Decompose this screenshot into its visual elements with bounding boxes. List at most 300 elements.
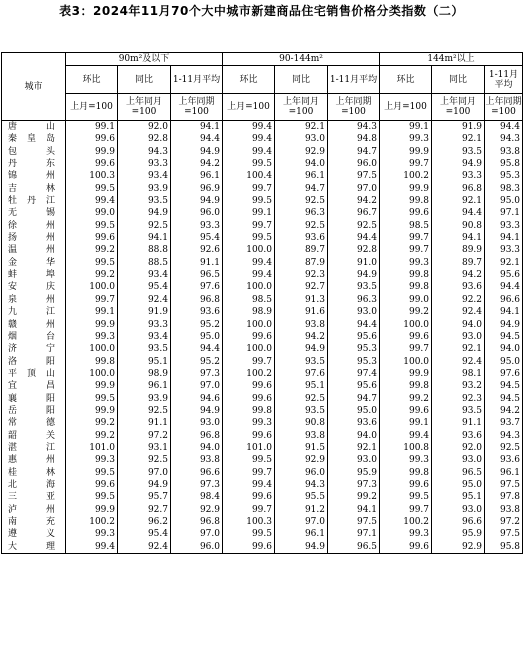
index-value: 92.5 xyxy=(328,220,380,232)
index-value: 95.3 xyxy=(328,343,380,355)
index-value: 93.4 xyxy=(118,331,171,343)
table-row xyxy=(2,491,523,503)
city-name: 金华 xyxy=(2,257,66,269)
index-value: 97.3 xyxy=(171,368,223,380)
index-value: 92.0 xyxy=(432,442,485,454)
index-value: 99.6 xyxy=(380,207,432,219)
table-row xyxy=(2,158,523,170)
header-base-yoy: 上年同月=100 xyxy=(432,94,485,121)
index-value: 93.7 xyxy=(485,417,523,429)
index-value: 92.5 xyxy=(275,195,328,207)
table-row xyxy=(2,516,523,528)
index-value: 93.3 xyxy=(485,244,523,256)
index-value: 99.8 xyxy=(380,467,432,479)
city-name: 桂林 xyxy=(2,467,66,479)
table-row xyxy=(2,454,523,466)
index-value: 99.6 xyxy=(66,232,118,244)
index-value: 95.2 xyxy=(171,319,223,331)
index-value: 95.1 xyxy=(432,491,485,503)
table-row xyxy=(2,504,523,516)
table-row xyxy=(2,380,523,392)
index-value: 94.7 xyxy=(328,146,380,158)
index-value: 100.0 xyxy=(223,244,275,256)
city-name: 烟台 xyxy=(2,331,66,343)
index-value: 96.6 xyxy=(171,467,223,479)
index-value: 97.1 xyxy=(485,207,523,219)
index-value: 100.0 xyxy=(223,343,275,355)
index-value: 96.8 xyxy=(432,183,485,195)
city-name: 包头 xyxy=(2,146,66,158)
index-value: 95.6 xyxy=(328,380,380,392)
index-value: 99.6 xyxy=(223,430,275,442)
index-value: 96.1 xyxy=(485,467,523,479)
index-value: 94.1 xyxy=(328,504,380,516)
index-value: 91.5 xyxy=(275,442,328,454)
index-value: 94.1 xyxy=(432,232,485,244)
index-value: 92.5 xyxy=(485,442,523,454)
city-name: 扬州 xyxy=(2,232,66,244)
index-value: 99.5 xyxy=(66,393,118,405)
index-value: 100.3 xyxy=(223,516,275,528)
header-base-yoy: 上年同月=100 xyxy=(275,94,328,121)
header-city: 城市 xyxy=(2,53,66,121)
index-value: 94.4 xyxy=(432,207,485,219)
index-value: 94.3 xyxy=(485,133,523,145)
index-value: 96.1 xyxy=(171,170,223,182)
index-value: 97.2 xyxy=(485,516,523,528)
index-value: 99.2 xyxy=(380,306,432,318)
city-name: 湛江 xyxy=(2,442,66,454)
index-value: 96.7 xyxy=(328,207,380,219)
index-value: 96.3 xyxy=(275,207,328,219)
header-mom: 环比 xyxy=(66,66,118,94)
index-value: 94.3 xyxy=(275,479,328,491)
index-value: 94.4 xyxy=(485,281,523,293)
header-group-large: 144m²以上 xyxy=(380,53,523,66)
index-value: 97.8 xyxy=(485,491,523,503)
index-value: 100.2 xyxy=(66,516,118,528)
index-value: 92.1 xyxy=(328,442,380,454)
index-value: 95.4 xyxy=(118,528,171,540)
table-row xyxy=(2,294,523,306)
index-value: 92.5 xyxy=(118,220,171,232)
index-value: 99.3 xyxy=(380,133,432,145)
index-value: 99.9 xyxy=(66,405,118,417)
table-row xyxy=(2,417,523,429)
index-value: 95.9 xyxy=(328,467,380,479)
table-row xyxy=(2,405,523,417)
index-value: 98.5 xyxy=(223,294,275,306)
index-value: 99.5 xyxy=(66,257,118,269)
header-base-yoy: 上年同月=100 xyxy=(118,94,171,121)
index-value: 94.2 xyxy=(485,405,523,417)
table-row xyxy=(2,232,523,244)
index-value: 92.5 xyxy=(118,454,171,466)
index-value: 99.9 xyxy=(380,183,432,195)
index-value: 94.5 xyxy=(485,393,523,405)
index-value: 94.2 xyxy=(432,269,485,281)
header-yoy: 同比 xyxy=(432,66,485,94)
index-value: 93.5 xyxy=(328,281,380,293)
index-value: 97.4 xyxy=(328,368,380,380)
index-value: 92.3 xyxy=(275,269,328,281)
index-value: 93.5 xyxy=(118,195,171,207)
index-value: 94.1 xyxy=(118,232,171,244)
index-value: 93.8 xyxy=(485,146,523,158)
index-value: 95.2 xyxy=(171,356,223,368)
index-value: 99.8 xyxy=(380,269,432,281)
index-value: 93.6 xyxy=(432,430,485,442)
index-value: 92.5 xyxy=(275,393,328,405)
table-row xyxy=(2,306,523,318)
index-value: 94.2 xyxy=(275,331,328,343)
index-value: 95.1 xyxy=(118,356,171,368)
index-value: 94.0 xyxy=(171,442,223,454)
table-row xyxy=(2,430,523,442)
index-value: 92.9 xyxy=(275,146,328,158)
index-value: 99.4 xyxy=(223,121,275,134)
index-value: 93.4 xyxy=(118,269,171,281)
city-name: 济宁 xyxy=(2,343,66,355)
index-value: 98.1 xyxy=(432,368,485,380)
table-row xyxy=(2,257,523,269)
index-value: 99.4 xyxy=(223,479,275,491)
header-avg: 1-11月平均 xyxy=(328,66,380,94)
index-value: 94.1 xyxy=(171,121,223,134)
index-value: 99.6 xyxy=(223,331,275,343)
index-value: 99.4 xyxy=(380,430,432,442)
index-value: 94.9 xyxy=(275,343,328,355)
city-name: 温州 xyxy=(2,244,66,256)
index-value: 95.8 xyxy=(485,158,523,170)
index-value: 93.1 xyxy=(118,442,171,454)
index-value: 98.4 xyxy=(171,491,223,503)
index-value: 99.6 xyxy=(223,491,275,503)
index-value: 88.8 xyxy=(118,244,171,256)
index-value: 93.6 xyxy=(171,306,223,318)
index-value: 99.4 xyxy=(66,195,118,207)
index-value: 99.8 xyxy=(223,405,275,417)
index-value: 94.3 xyxy=(485,430,523,442)
index-value: 99.5 xyxy=(66,467,118,479)
index-value: 95.1 xyxy=(275,380,328,392)
index-value: 99.7 xyxy=(380,343,432,355)
index-value: 93.8 xyxy=(171,454,223,466)
index-value: 101.0 xyxy=(223,442,275,454)
index-value: 93.0 xyxy=(328,306,380,318)
index-value: 93.0 xyxy=(171,417,223,429)
index-value: 98.5 xyxy=(380,220,432,232)
index-value: 99.9 xyxy=(66,146,118,158)
index-value: 96.2 xyxy=(118,516,171,528)
city-name: 九江 xyxy=(2,306,66,318)
table-row xyxy=(2,269,523,281)
index-value: 99.3 xyxy=(66,528,118,540)
index-value: 94.1 xyxy=(485,232,523,244)
table-row xyxy=(2,207,523,219)
city-name: 平顶山 xyxy=(2,368,66,380)
index-value: 94.3 xyxy=(328,121,380,134)
index-value: 100.4 xyxy=(223,170,275,182)
index-value: 99.2 xyxy=(66,269,118,281)
index-value: 97.0 xyxy=(171,380,223,392)
index-value: 95.0 xyxy=(432,479,485,491)
index-value: 99.5 xyxy=(66,220,118,232)
index-value: 99.0 xyxy=(66,207,118,219)
table-row xyxy=(2,220,523,232)
city-name: 赣州 xyxy=(2,319,66,331)
index-value: 99.2 xyxy=(328,491,380,503)
index-value: 99.3 xyxy=(380,454,432,466)
index-value: 99.7 xyxy=(380,158,432,170)
index-value: 99.4 xyxy=(223,146,275,158)
index-value: 93.0 xyxy=(328,454,380,466)
index-value: 95.7 xyxy=(118,491,171,503)
index-value: 93.3 xyxy=(485,220,523,232)
index-value: 94.6 xyxy=(171,393,223,405)
index-value: 99.7 xyxy=(223,220,275,232)
index-value: 99.5 xyxy=(223,232,275,244)
index-value: 94.4 xyxy=(485,121,523,134)
header-base-avg: 上年同期=100 xyxy=(485,94,523,121)
index-value: 94.4 xyxy=(171,343,223,355)
table-row xyxy=(2,146,523,158)
index-value: 92.5 xyxy=(118,405,171,417)
index-value: 99.2 xyxy=(66,430,118,442)
index-value: 100.0 xyxy=(66,281,118,293)
index-value: 92.1 xyxy=(432,133,485,145)
price-index-table xyxy=(1,52,523,554)
index-value: 99.9 xyxy=(66,504,118,516)
index-value: 97.3 xyxy=(171,479,223,491)
index-value: 96.5 xyxy=(171,269,223,281)
index-value: 96.9 xyxy=(171,183,223,195)
index-value: 99.8 xyxy=(380,195,432,207)
index-value: 96.8 xyxy=(171,294,223,306)
header-mom: 环比 xyxy=(223,66,275,94)
index-value: 99.3 xyxy=(380,257,432,269)
index-value: 92.9 xyxy=(275,454,328,466)
index-value: 92.9 xyxy=(171,504,223,516)
index-value: 97.5 xyxy=(485,479,523,491)
index-value: 99.6 xyxy=(380,479,432,491)
index-value: 99.2 xyxy=(66,417,118,429)
index-value: 96.5 xyxy=(432,467,485,479)
index-value: 100.0 xyxy=(380,356,432,368)
city-name: 秦皇岛 xyxy=(2,133,66,145)
index-value: 99.4 xyxy=(223,269,275,281)
index-value: 94.0 xyxy=(432,319,485,331)
index-value: 97.0 xyxy=(275,516,328,528)
index-value: 92.1 xyxy=(275,121,328,134)
index-value: 96.3 xyxy=(328,294,380,306)
index-value: 96.0 xyxy=(275,467,328,479)
city-name: 徐州 xyxy=(2,220,66,232)
index-value: 95.5 xyxy=(275,491,328,503)
header-mom: 环比 xyxy=(380,66,432,94)
index-value: 99.5 xyxy=(223,158,275,170)
index-value: 94.8 xyxy=(328,133,380,145)
index-value: 99.5 xyxy=(223,528,275,540)
index-value: 92.5 xyxy=(275,220,328,232)
table-row xyxy=(2,133,523,145)
index-value: 89.9 xyxy=(432,244,485,256)
index-value: 99.1 xyxy=(380,121,432,134)
index-value: 92.9 xyxy=(432,541,485,554)
table-row xyxy=(2,368,523,380)
table-row xyxy=(2,331,523,343)
index-value: 94.9 xyxy=(275,541,328,554)
index-value: 96.8 xyxy=(171,516,223,528)
index-value: 90.8 xyxy=(275,417,328,429)
index-value: 93.3 xyxy=(432,170,485,182)
index-value: 94.1 xyxy=(485,306,523,318)
table-body xyxy=(2,121,523,554)
index-value: 93.6 xyxy=(275,232,328,244)
index-value: 92.8 xyxy=(328,244,380,256)
index-value: 92.4 xyxy=(432,306,485,318)
index-value: 99.7 xyxy=(223,183,275,195)
index-value: 92.1 xyxy=(485,257,523,269)
index-value: 95.6 xyxy=(328,331,380,343)
index-value: 99.1 xyxy=(380,417,432,429)
index-value: 93.5 xyxy=(432,146,485,158)
index-value: 99.8 xyxy=(66,356,118,368)
index-value: 92.4 xyxy=(118,541,171,554)
index-value: 99.3 xyxy=(380,528,432,540)
index-value: 94.3 xyxy=(118,146,171,158)
index-value: 93.5 xyxy=(275,405,328,417)
index-value: 96.1 xyxy=(275,170,328,182)
index-value: 99.7 xyxy=(380,232,432,244)
index-value: 92.1 xyxy=(432,343,485,355)
index-value: 100.0 xyxy=(223,281,275,293)
index-value: 100.2 xyxy=(380,516,432,528)
index-value: 95.0 xyxy=(485,195,523,207)
index-value: 94.9 xyxy=(171,195,223,207)
index-value: 99.1 xyxy=(66,306,118,318)
index-value: 100.2 xyxy=(380,170,432,182)
city-name: 泉州 xyxy=(2,294,66,306)
index-value: 91.1 xyxy=(171,257,223,269)
index-value: 99.9 xyxy=(380,146,432,158)
table-row xyxy=(2,528,523,540)
index-value: 93.0 xyxy=(432,454,485,466)
index-value: 94.9 xyxy=(118,207,171,219)
index-value: 99.5 xyxy=(66,491,118,503)
index-value: 99.7 xyxy=(380,504,432,516)
index-value: 93.5 xyxy=(118,343,171,355)
index-value: 99.6 xyxy=(66,158,118,170)
header-base-avg: 上年同期=100 xyxy=(171,94,223,121)
index-value: 96.8 xyxy=(171,430,223,442)
index-value: 99.5 xyxy=(66,183,118,195)
index-value: 94.9 xyxy=(171,146,223,158)
index-value: 99.6 xyxy=(223,541,275,554)
index-value: 99.7 xyxy=(223,356,275,368)
index-value: 96.6 xyxy=(485,294,523,306)
table-row xyxy=(2,281,523,293)
city-name: 锦州 xyxy=(2,170,66,182)
index-value: 99.8 xyxy=(380,281,432,293)
index-value: 93.5 xyxy=(275,356,328,368)
index-value: 94.2 xyxy=(328,195,380,207)
index-value: 99.6 xyxy=(223,393,275,405)
index-value: 99.5 xyxy=(223,195,275,207)
index-value: 98.9 xyxy=(118,368,171,380)
index-value: 93.3 xyxy=(118,319,171,331)
index-value: 99.3 xyxy=(66,331,118,343)
index-value: 93.9 xyxy=(118,393,171,405)
index-value: 96.0 xyxy=(171,207,223,219)
index-value: 99.2 xyxy=(380,393,432,405)
index-value: 94.4 xyxy=(328,319,380,331)
header-avg: 1-11月平均 xyxy=(171,66,223,94)
index-value: 92.4 xyxy=(118,294,171,306)
index-value: 97.0 xyxy=(171,528,223,540)
index-value: 93.0 xyxy=(275,133,328,145)
table-row xyxy=(2,195,523,207)
index-value: 99.5 xyxy=(223,454,275,466)
index-value: 93.6 xyxy=(328,417,380,429)
index-value: 95.8 xyxy=(485,541,523,554)
index-value: 94.7 xyxy=(328,393,380,405)
index-value: 100.0 xyxy=(66,368,118,380)
index-value: 89.7 xyxy=(275,244,328,256)
city-name: 常德 xyxy=(2,417,66,429)
index-value: 100.0 xyxy=(223,319,275,331)
index-value: 99.7 xyxy=(223,504,275,516)
index-value: 98.3 xyxy=(485,183,523,195)
index-value: 92.1 xyxy=(432,195,485,207)
city-name: 蚌埠 xyxy=(2,269,66,281)
index-value: 95.0 xyxy=(328,405,380,417)
index-value: 97.6 xyxy=(275,368,328,380)
index-value: 94.5 xyxy=(485,380,523,392)
index-value: 93.6 xyxy=(485,454,523,466)
city-name: 北海 xyxy=(2,479,66,491)
index-value: 94.9 xyxy=(485,319,523,331)
index-value: 95.3 xyxy=(328,356,380,368)
city-name: 宜昌 xyxy=(2,380,66,392)
index-value: 97.6 xyxy=(485,368,523,380)
index-value: 91.6 xyxy=(275,306,328,318)
index-value: 96.0 xyxy=(328,158,380,170)
index-value: 97.0 xyxy=(118,467,171,479)
header-base-mom: 上月=100 xyxy=(223,94,275,121)
index-value: 94.7 xyxy=(275,183,328,195)
table-row xyxy=(2,393,523,405)
index-value: 94.9 xyxy=(171,405,223,417)
city-name: 三亚 xyxy=(2,491,66,503)
index-value: 99.5 xyxy=(380,491,432,503)
table-row xyxy=(2,442,523,454)
index-value: 97.5 xyxy=(485,528,523,540)
table-row xyxy=(2,343,523,355)
index-value: 99.6 xyxy=(223,380,275,392)
city-name: 牡丹江 xyxy=(2,195,66,207)
index-value: 99.2 xyxy=(66,244,118,256)
index-value: 94.9 xyxy=(118,479,171,491)
city-name: 惠州 xyxy=(2,454,66,466)
header-avg: 1-11月平均 xyxy=(485,66,523,94)
index-value: 99.4 xyxy=(66,541,118,554)
index-value: 92.0 xyxy=(118,121,171,134)
city-name: 唐山 xyxy=(2,121,66,134)
index-value: 93.3 xyxy=(171,220,223,232)
index-value: 96.6 xyxy=(432,516,485,528)
city-name: 安庆 xyxy=(2,281,66,293)
